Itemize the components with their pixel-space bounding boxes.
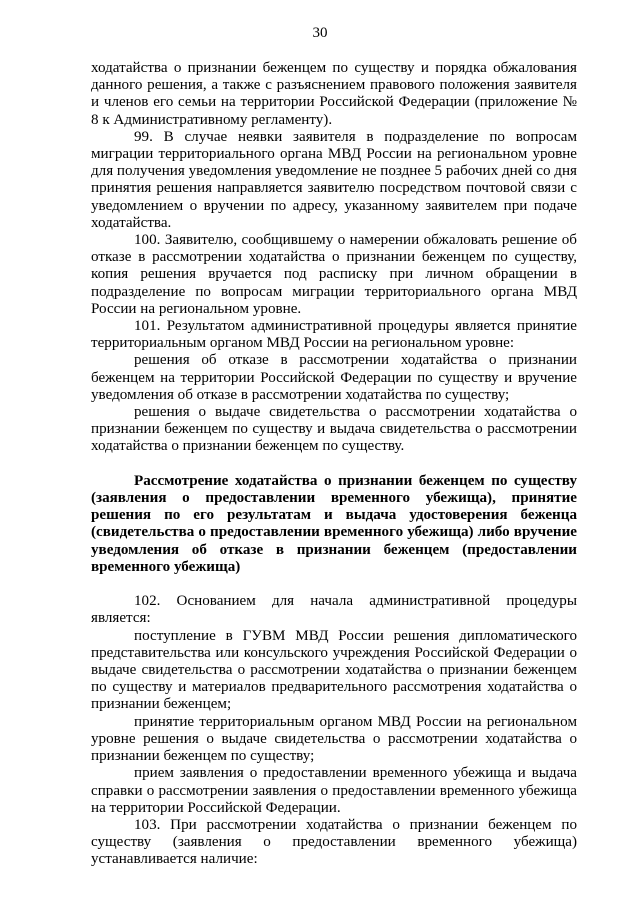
paragraph: принятие территориальным органом МВД России на региональном уровне решения о выдаче свидетельства о рассмотрении ходатайства о признании беженцем по существу; <box>91 713 577 765</box>
section-heading: Рассмотрение ходатайства о признании беженцем по существу (заявления о предоставлении временного убежища), принятие решения по его результатам и выдача удостоверения беженца (свидетельства о предоставлении временного убежища) либо вручение уведомления об отказе в признании беженцем (предоставлении временного убежища) <box>91 472 577 575</box>
paragraph: 101. Результатом административной процедуры является принятие территориальным органом МВД России на региональном уровне: <box>91 318 577 352</box>
paragraph: 102. Основанием для начала административной процедуры является: <box>91 593 577 627</box>
paragraph: решения о выдаче свидетельства о рассмотрении ходатайства о признании беженцем по существу и выдача свидетельства о рассмотрении ходатайства о признании беженцем по существу. <box>91 404 577 455</box>
page-number: 30 <box>312 25 328 41</box>
paragraph: 103. При рассмотрении ходатайства о признании беженцем по существу (заявления о предоставлении временного убежища) устанавливается наличие: <box>91 816 577 868</box>
paragraph: ходатайства о признании беженцем по существу и порядка обжалования данного решения, а также с разъяснением правового положения заявителя и членов его семьи на территории Российской Федерации (приложение № 8 к Административному регламенту). <box>91 60 577 128</box>
paragraph: 99. В случае неявки заявителя в подразделение по вопросам миграции территориального органа МВД России на региональном уровне для получения уведомления уведомление не позднее 5 рабочих дней со дня принятия решения направляется заявителю посредством почтовой связи с уведомлением о вручении по адресу, указанному заявителем при подаче ходатайства. <box>91 128 577 231</box>
document-body <box>91 60 577 869</box>
paragraph: 100. Заявителю, сообщившему о намерении обжаловать решение об отказе в рассмотрении ходатайства о признании беженцем по существу, копия решения вручается под расписку при личном обращении в подразделение по вопросам миграции территориального органа МВД России на региональном уровне. <box>91 232 577 317</box>
paragraph: прием заявления о предоставлении временного убежища и выдача справки о рассмотрении заявления о предоставлении временного убежища на территории Российской Федерации. <box>91 765 577 816</box>
paragraph: поступление в ГУВМ МВД России решения дипломатического представительства или консульского учреждения Российской Федерации о выдаче свидетельства о рассмотрении ходатайства о признании беженцем по существу и материалов предварительного рассмотрения ходатайства о признании беженцем; <box>91 627 577 713</box>
paragraph: решения об отказе в рассмотрении ходатайства о признании беженцем на территории Российской Федерации по существу и вручение уведомления об отказе в рассмотрении ходатайства по существу; <box>91 352 577 403</box>
